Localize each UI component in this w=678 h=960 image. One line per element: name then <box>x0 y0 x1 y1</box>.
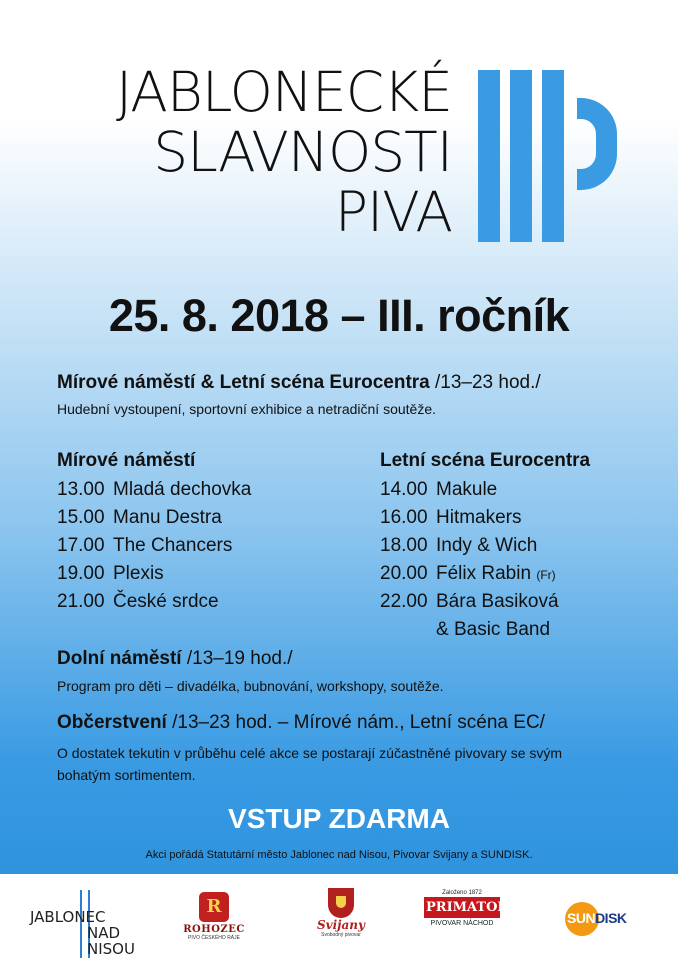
schedule-title: Letní scéna Eurocentra <box>380 450 591 471</box>
primator-logo <box>424 890 509 950</box>
schedule-row <box>57 560 251 588</box>
svijany-tagline: Svobodný pivovar <box>321 932 361 938</box>
dolni-hours: /13–19 hod./ <box>186 648 293 669</box>
svijany-crest-icon <box>328 888 354 918</box>
performer-name: The Chancers <box>113 535 233 556</box>
organizer-note: Akci pořádá Statutární město Jablonec nad Nisou, Pivovar Svijany a SUNDISK. <box>145 849 533 861</box>
schedule-row <box>57 504 251 532</box>
schedule-row <box>57 588 251 616</box>
performer-name: Félix Rabin <box>436 563 532 584</box>
primator-name: PRIMATOR <box>424 897 500 918</box>
primator-founded: Založeno 1872 <box>442 890 482 896</box>
schedule-row <box>380 560 590 588</box>
performer-name: Makule <box>436 479 498 500</box>
refreshment-details: /13–23 hod. – Mírové nám., Letní scéna EC/ <box>172 712 545 733</box>
slot-time: 14.00 <box>380 479 428 500</box>
slot-time: 15.00 <box>57 507 105 528</box>
primator-tagline: PIVOVAR NÁCHOD <box>430 920 494 927</box>
event-date: 25. 8. 2018 – III. ročník <box>108 290 570 341</box>
schedule-row <box>57 532 251 560</box>
intro-description: Hudební vystoupení, sportovní exhibice a netradiční soutěže. <box>57 401 437 417</box>
slot-time: 16.00 <box>380 507 428 528</box>
dolni-description: Program pro děti – divadélka, bubnování, workshopy, soutěže. <box>57 678 444 694</box>
schedule-row <box>380 504 590 532</box>
dolni-heading <box>57 648 293 670</box>
slot-time: 20.00 <box>380 563 428 584</box>
intro-heading <box>57 372 541 394</box>
schedule-mirove <box>57 450 251 616</box>
jablonec-line-2: NAD <box>87 924 121 942</box>
rohozec-crest-icon: R <box>199 892 229 922</box>
slot-time: 13.00 <box>57 479 105 500</box>
title-line-2: SLAVNOSTI <box>153 120 452 184</box>
logo-bar <box>510 70 532 242</box>
schedule-row <box>57 476 251 504</box>
intro-hours: /13–23 hod./ <box>435 372 541 393</box>
schedule-row <box>380 476 590 504</box>
schedule-row <box>380 532 590 560</box>
rohozec-logo <box>180 892 248 950</box>
title-line-1: JABLONECKÉ <box>116 60 452 124</box>
intro-venue: Mírové náměstí & Letní scéna Eurocentra <box>57 372 430 393</box>
dolni-title: Dolní náměstí <box>57 648 182 669</box>
sundisk-logo <box>565 902 641 942</box>
refreshment-description: O dostatek tekutin v průběhu celé akce se postarají zúčastněné pivovary se svým bohatým sortimentem. <box>57 745 563 783</box>
slot-time: 17.00 <box>57 535 105 556</box>
free-entry: VSTUP ZDARMA <box>228 803 450 834</box>
schedule-eurocentrum <box>380 450 590 644</box>
logo-bar <box>542 70 564 242</box>
slot-time: 21.00 <box>57 591 105 612</box>
sundisk-part-2: DISK <box>595 910 627 926</box>
slot-time: 22.00 <box>380 591 428 612</box>
jablonec-logo <box>30 890 140 958</box>
svijany-logo <box>313 888 369 952</box>
festival-title <box>116 62 452 242</box>
performer-name: Plexis <box>113 563 164 584</box>
performer-name: Manu Destra <box>113 507 222 528</box>
sponsor-strip <box>0 874 678 960</box>
title-line-3: PIVA <box>334 180 452 244</box>
performer-name: Bára Basiková <box>436 591 559 612</box>
svijany-name: Svijany <box>316 918 365 932</box>
rohozec-name: ROHOZEC <box>183 924 245 935</box>
rohozec-tagline: PIVO ČESKÉHO RÁJE <box>188 935 240 941</box>
sundisk-part-1: SUN <box>567 910 596 926</box>
performer-name: České srdce <box>113 591 219 612</box>
performer-name: Hitmakers <box>436 507 522 528</box>
slot-time: 18.00 <box>380 535 428 556</box>
jablonec-line-3: NISOU <box>87 940 135 958</box>
refreshment-title: Občerstvení <box>57 712 167 733</box>
sundisk-wordmark <box>567 910 627 926</box>
schedule-row <box>380 588 590 616</box>
slot-time: 19.00 <box>57 563 105 584</box>
logo-bar <box>478 70 500 242</box>
performer-name-continuation: & Basic Band <box>436 619 551 640</box>
performer-name: Indy & Wich <box>436 535 538 556</box>
origin-note: (Fr) <box>536 568 556 582</box>
refreshment-heading <box>57 712 545 734</box>
jablonec-line-1: JABLONEC <box>30 908 106 926</box>
performer-name: Mladá dechovka <box>113 479 252 500</box>
schedule-title: Mírové náměstí <box>57 450 196 471</box>
